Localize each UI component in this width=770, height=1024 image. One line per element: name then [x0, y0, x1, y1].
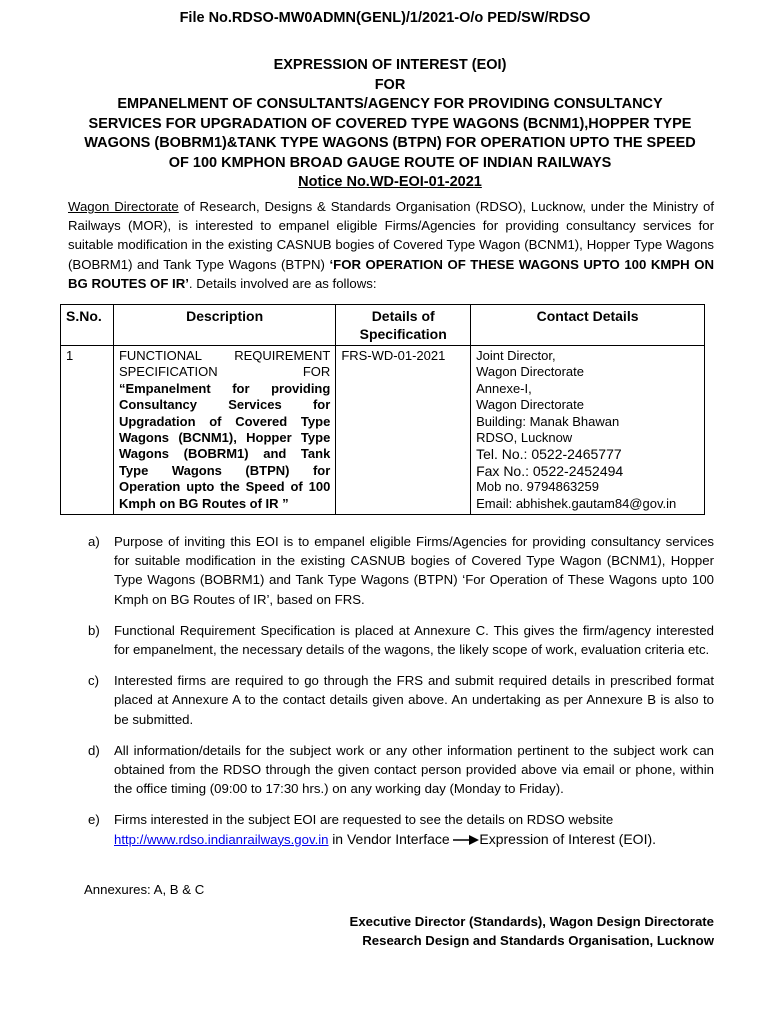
cell-contact	[471, 346, 705, 515]
description-plain: FUNCTIONAL REQUIREMENT SPECIFICATION FOR	[118, 348, 331, 380]
intro-underlined: Wagon Directorate	[68, 199, 179, 214]
table-row	[61, 346, 705, 515]
point-label: c)	[88, 673, 99, 689]
contact-line: Joint Director,	[476, 348, 556, 363]
signature-block	[350, 912, 714, 950]
heading-line: EMPANELMENT OF CONSULTANTS/AGENCY FOR PROVIDING CONSULTANCY	[117, 96, 663, 112]
heading-line: FOR	[374, 76, 406, 93]
point-text: Purpose of inviting this EOI is to empanel eligible Firms/Agencies for providing consultancy services for suitable modification in the existing CASNUB bogies of Covered Type Wagon (BCNM1), Hopper Type Wagons (BOBRM1) and Tank Type Wagons (BTPN) ‘For Operation of These Wagons upto 100 Kmph on BG Routes of IR’, based on FRS.	[114, 534, 714, 607]
cell-description	[113, 346, 335, 515]
intro-paragraph	[68, 197, 714, 293]
list-item	[88, 741, 714, 799]
contact-mobile: Mob no. 9794863259	[476, 479, 599, 495]
heading-line: SERVICES FOR UPGRADATION OF COVERED TYPE WAGONS (BCNM1),HOPPER TYPE	[88, 115, 692, 132]
annexures-line: Annexures: A, B & C	[84, 882, 205, 897]
point-label: e)	[88, 812, 100, 828]
vendor-interface-text: in Vendor Interface	[332, 830, 450, 847]
contact-line: RDSO, Lucknow	[476, 430, 573, 446]
point-text: Functional Requirement Specification is placed at Annexure C. This gives the firm/agency interested for empanelment, the necessary details of the wagons, the likely scope of work, evaluation criteria etc.	[114, 622, 714, 658]
contact-fax: Fax No.: 0522-2452494	[476, 462, 624, 479]
heading-line: OF 100 KMPHON BROAD GAUGE ROUTE OF INDIAN RAILWAYS	[168, 154, 612, 171]
notice-number: Notice No.WD-EOI-01-2021	[298, 174, 482, 190]
contact-telephone: Tel. No.: 0522-2465777	[476, 446, 622, 463]
contact-line: Wagon Directorate	[476, 397, 584, 413]
list-item	[88, 671, 714, 729]
header-contact: Contact Details	[471, 305, 705, 346]
points-list	[88, 532, 714, 861]
contact-email: Email: abhishek.gautam84@gov.in	[476, 495, 677, 511]
point-text: All information/details for the subject work or any other information pertinent to the subject work can obtained from the RDSO through the given contact person provided above via email or phone, within the office timing (09:00 to 17:30 hrs.) on any working day (Monday to Friday).	[114, 742, 714, 797]
file-number: File No.RDSO-MW0ADMN(GENL)/1/2021-O/o PED/SW/RDSO	[179, 10, 591, 26]
list-item	[88, 621, 714, 659]
heading-line: EXPRESSION OF INTEREST (EOI)	[273, 57, 507, 73]
header-sno: S.No.	[61, 305, 114, 346]
point-label: a)	[88, 534, 100, 549]
point-label: b)	[88, 622, 100, 638]
eoi-text: Expression of Interest (EOI).	[479, 830, 657, 847]
description-bold: “Empanelment for providing Consultancy Services for Upgradation of Covered Type Wagons (BCNM1), Hopper Type Wagons (BOBRM1) and Tank Type Wagons (BTPN) for Operation upto the Speed of 100 Kmph on BG Routes of IR ”	[118, 380, 331, 511]
header-description: Description	[113, 305, 335, 346]
details-table	[60, 304, 705, 515]
table-header-row	[61, 305, 705, 346]
header-specification: Details of Specification	[336, 305, 471, 346]
list-item	[88, 810, 714, 848]
signature-line: Research Design and Standards Organisation, Lucknow	[362, 933, 714, 948]
intro-text: of Research, Designs & Standards Organisation (RDSO), Lucknow, under the Ministry of Railways (MOR), is interested to empanel eligible Firms/Agencies for providing consultancy services for suitable modification in the existing CASNUB bogies of Covered Type Wagon (BCNM1), Hopper Type Wagons (BOBRM1) and Tank Type Wagons (BTPN)	[68, 199, 714, 272]
arrow-right-icon	[453, 835, 479, 845]
rdso-website-link[interactable]: http://www.rdso.indianrailways.gov.in	[114, 831, 329, 847]
contact-line: Annexe-I,	[476, 380, 532, 396]
intro-bold: ‘FOR OPERATION OF THESE WAGONS UPTO 100 KMPH ON BG ROUTES OF IR’	[68, 256, 714, 291]
cell-sno: 1	[61, 346, 114, 515]
intro-tail: . Details involved are as follows:	[188, 275, 377, 291]
point-text: Interested firms are required to go through the FRS and submit required details in prescribed format placed at Annexure A to the contact details given above. An undertaking as per Annexure B is also to be submitted.	[114, 673, 714, 727]
heading-line: WAGONS (BOBRM1)&TANK TYPE WAGONS (BTPN) FOR OPERATION UPTO THE SPEED	[84, 135, 696, 151]
contact-line: Building: Manak Bhawan	[476, 413, 620, 429]
contact-line: Wagon Directorate	[476, 364, 584, 380]
point-e-text: Firms interested in the subject EOI are requested to see the details on RDSO website	[114, 812, 614, 828]
heading-block	[40, 56, 740, 193]
point-text	[114, 810, 714, 848]
cell-specification: FRS-WD-01-2021	[336, 346, 471, 515]
signature-line: Executive Director (Standards), Wagon Design Directorate	[349, 914, 714, 929]
list-item	[88, 532, 714, 609]
point-label: d)	[88, 742, 100, 758]
